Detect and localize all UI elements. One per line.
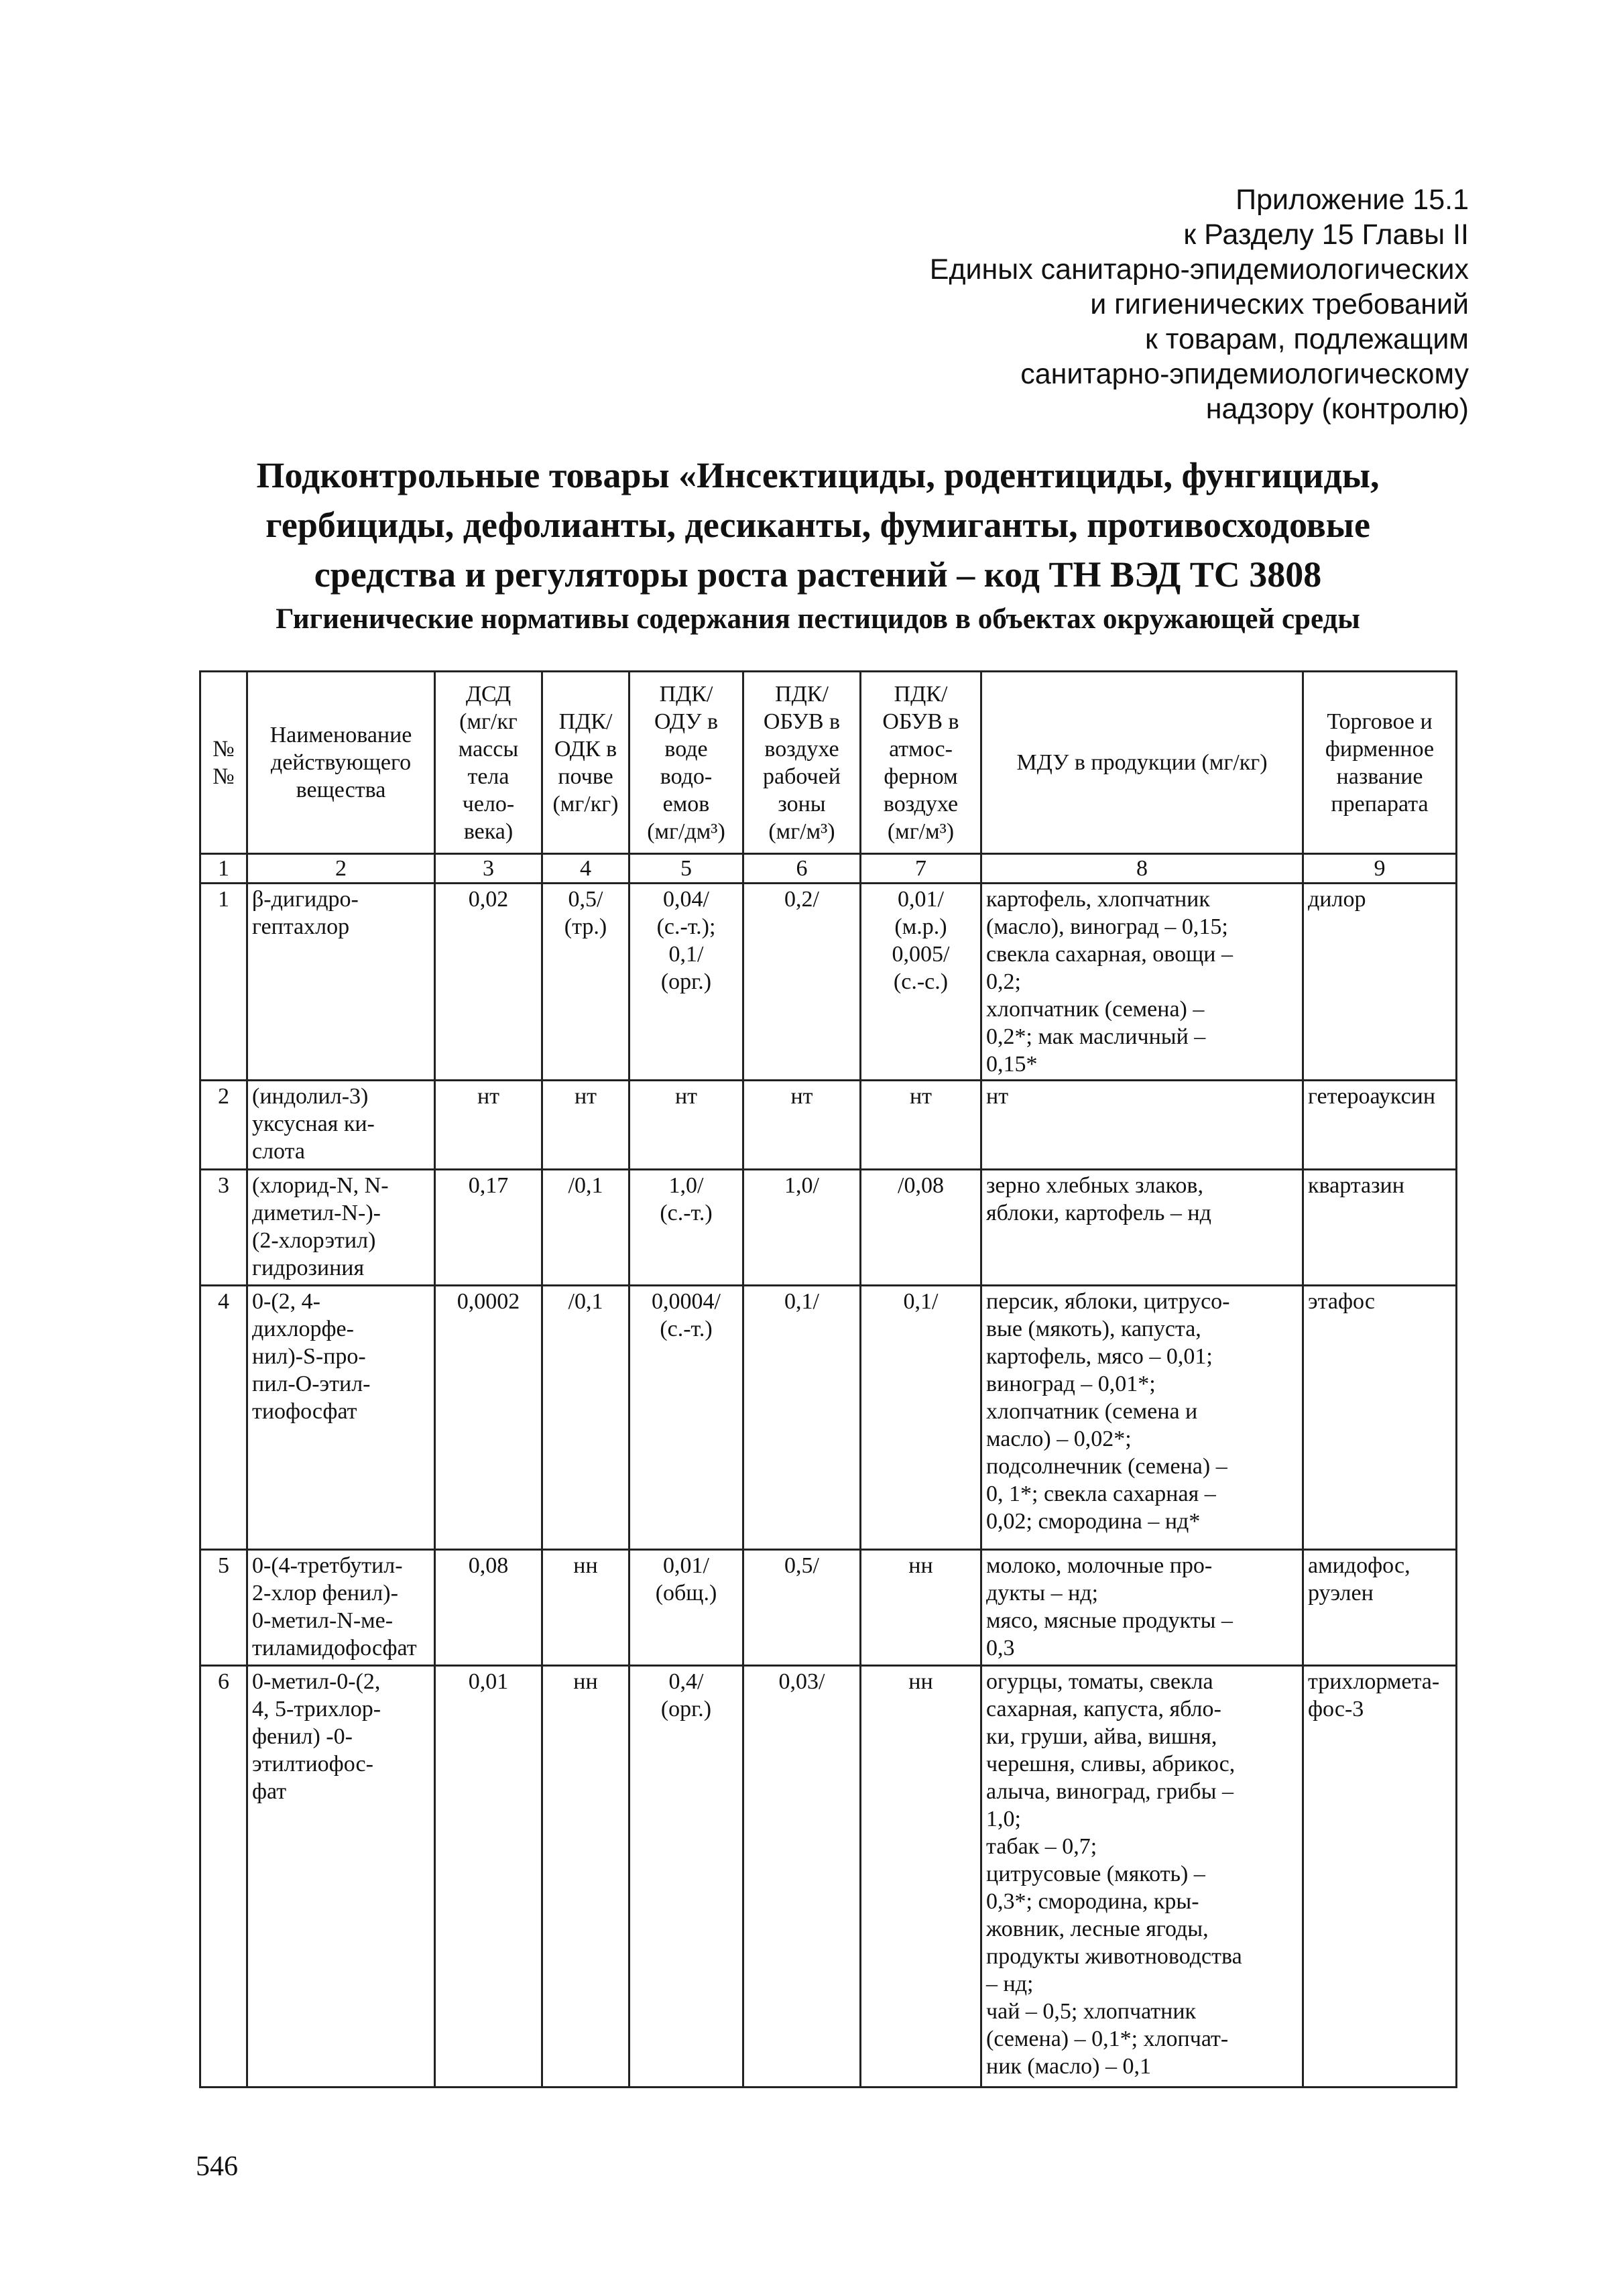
cell-line: картофель, мясо – 0,01; bbox=[986, 1344, 1213, 1369]
cell-line: нн bbox=[573, 1669, 598, 1694]
cell-line: /0,08 bbox=[898, 1173, 944, 1198]
substance-name bbox=[247, 884, 435, 1081]
page-number: 546 bbox=[196, 2151, 238, 2182]
cell-line: жовник, лесные ягоды, bbox=[986, 1917, 1209, 1941]
trade-name bbox=[1303, 1081, 1457, 1170]
cell-line: нн bbox=[573, 1553, 598, 1578]
cell-line: (хлорид-N, N- bbox=[252, 1173, 389, 1198]
cell-line: 0, 1*; свекла сахарная – bbox=[986, 1482, 1216, 1506]
soil-value bbox=[542, 1081, 629, 1170]
cell-line: 0,02; смородина – нд* bbox=[986, 1509, 1201, 1534]
cell-line: ки, груши, айва, вишня, bbox=[986, 1724, 1217, 1749]
cell-line: сахарная, капуста, ябло- bbox=[986, 1697, 1221, 1721]
cell-line: уксусная ки- bbox=[252, 1111, 375, 1136]
water-value bbox=[629, 1170, 743, 1286]
cell-line: ОБУВ в bbox=[763, 709, 841, 734]
trade-name bbox=[1303, 1286, 1457, 1550]
cell-line: 5 bbox=[218, 1553, 229, 1578]
cell-line: (мг/кг) bbox=[552, 791, 619, 817]
table-row bbox=[200, 1666, 1457, 2088]
header-cell bbox=[743, 672, 861, 854]
cell-line: черешня, сливы, абрикос, bbox=[986, 1752, 1236, 1776]
cell-line: хлопчатник (семена) – bbox=[986, 997, 1205, 1022]
water-value bbox=[629, 1081, 743, 1170]
cell-line: пил-О-этил- bbox=[252, 1372, 371, 1396]
cell-line: водо- bbox=[660, 764, 713, 789]
title-line: средства и регуляторы роста растений – код ТН ВЭД ТС 3808 bbox=[314, 554, 1322, 595]
mdu-value bbox=[981, 1550, 1303, 1666]
cell-line: (семена) – 0,1*; хлопчат- bbox=[986, 2027, 1229, 2051]
cell-line: Наименование bbox=[269, 723, 412, 747]
cell-line: (орг.) bbox=[660, 969, 712, 994]
cell-line: дихлорфе- bbox=[252, 1317, 354, 1341]
title-line: Подконтрольные товары «Инсектициды, родентициды, фунгициды, bbox=[256, 455, 1380, 495]
cell-line: виноград – 0,01*; bbox=[986, 1372, 1156, 1396]
column-number: 6 bbox=[743, 854, 861, 884]
cell-line: яблоки, картофель – нд bbox=[986, 1201, 1211, 1225]
atmospheric-air-value bbox=[861, 1666, 981, 2088]
soil-value bbox=[542, 1170, 629, 1286]
cell-line: (орг.) bbox=[660, 1697, 712, 1721]
cell-line: – нд; bbox=[986, 1972, 1034, 1996]
table-row bbox=[200, 1550, 1457, 1666]
header-cell bbox=[1303, 672, 1457, 854]
atmospheric-air-value bbox=[861, 1550, 981, 1666]
cell-line: гидрозиния bbox=[252, 1256, 365, 1280]
cell-line: нт bbox=[574, 1084, 597, 1109]
cell-line: (с.-т.) bbox=[660, 1317, 713, 1341]
column-number: 4 bbox=[542, 854, 629, 884]
cell-line: 0,2/ bbox=[784, 887, 819, 912]
header-cell bbox=[542, 672, 629, 854]
mdu-value bbox=[981, 1286, 1303, 1550]
title-line: гербициды, дефолианты, десиканты, фумиганты, противосходовые bbox=[265, 505, 1370, 545]
cell-line: (мг/кг bbox=[459, 709, 518, 734]
cell-line: воздухе bbox=[883, 791, 959, 817]
water-value bbox=[629, 1286, 743, 1550]
cell-line: 1,0/ bbox=[668, 1173, 704, 1198]
work-air-value bbox=[743, 884, 861, 1081]
cell-line: огурцы, томаты, свекла bbox=[986, 1669, 1213, 1694]
cell-line: (общ.) bbox=[655, 1581, 717, 1606]
mdu-value bbox=[981, 884, 1303, 1081]
cell-line: вые (мякоть), капуста, bbox=[986, 1317, 1201, 1341]
table-body bbox=[200, 884, 1457, 2088]
soil-value bbox=[542, 1286, 629, 1550]
cell-line: ОДК в bbox=[554, 736, 617, 762]
cell-line: действующего bbox=[270, 750, 412, 775]
cell-line: 0,03/ bbox=[778, 1669, 825, 1694]
water-value bbox=[629, 1666, 743, 2088]
appendix-line: надзору (контролю) bbox=[1205, 393, 1469, 425]
cell-line: нил)-S-про- bbox=[252, 1344, 366, 1369]
cell-line: (индолил-3) bbox=[252, 1084, 369, 1109]
cell-line: (2-хлорэтил) bbox=[252, 1228, 376, 1253]
column-number-row bbox=[200, 854, 1457, 884]
cell-line: 0,4/ bbox=[668, 1669, 704, 1694]
cell-line: 2 bbox=[218, 1084, 229, 1109]
cell-line: картофель, хлопчатник bbox=[986, 887, 1210, 912]
document-title bbox=[168, 450, 1468, 599]
cell-line: масло) – 0,02*; bbox=[986, 1427, 1132, 1451]
cell-line: 0,5/ bbox=[784, 1553, 819, 1578]
cell-line: 0,1/ bbox=[668, 942, 704, 967]
cell-line: 0,0002 bbox=[457, 1289, 520, 1314]
cell-line: фенил) -0- bbox=[252, 1724, 353, 1749]
header-cell bbox=[981, 672, 1303, 854]
substance-name bbox=[247, 1170, 435, 1286]
header-cell bbox=[247, 672, 435, 854]
atmospheric-air-value bbox=[861, 1081, 981, 1170]
substance-name bbox=[247, 1081, 435, 1170]
cell-line: 0,15* bbox=[986, 1052, 1038, 1077]
table-row bbox=[200, 884, 1457, 1081]
cell-line: 0-(2, 4- bbox=[252, 1289, 320, 1314]
cell-line: атмос- bbox=[889, 736, 953, 762]
cell-line: зерно хлебных злаков, bbox=[986, 1173, 1203, 1198]
cell-line: почве bbox=[558, 764, 613, 789]
work-air-value bbox=[743, 1550, 861, 1666]
cell-line: ОДУ в bbox=[654, 709, 719, 734]
cell-line: чай – 0,5; хлопчатник bbox=[986, 1999, 1197, 2024]
cell-line: трихлормета- bbox=[1308, 1669, 1440, 1694]
cell-line: 0,2*; мак масличный – bbox=[986, 1024, 1206, 1049]
cell-line: нн bbox=[908, 1553, 933, 1578]
cell-line: ник (масло) – 0,1 bbox=[986, 2054, 1151, 2079]
cell-line: воздухе bbox=[764, 736, 839, 762]
water-value bbox=[629, 1550, 743, 1666]
cell-line: хлопчатник (семена и bbox=[986, 1399, 1198, 1424]
cell-line: гетероауксин bbox=[1308, 1084, 1436, 1109]
soil-value bbox=[542, 1550, 629, 1666]
appendix-line: к Разделу 15 Главы II bbox=[1183, 219, 1469, 251]
cell-line: 1,0/ bbox=[784, 1173, 819, 1198]
cell-line: 0,1/ bbox=[903, 1289, 939, 1314]
appendix-line: Единых санитарно-эпидемиологических bbox=[929, 253, 1469, 286]
cell-line: цитрусовые (мякоть) – bbox=[986, 1862, 1205, 1886]
column-number: 9 bbox=[1303, 854, 1457, 884]
cell-line: (с.-т.) bbox=[660, 1201, 713, 1225]
row-number bbox=[200, 1170, 247, 1286]
cell-line: /0,1 bbox=[568, 1289, 603, 1314]
cell-line: ПДК/ bbox=[558, 709, 613, 734]
cell-line: подсолнечник (семена) – bbox=[986, 1454, 1227, 1479]
cell-line: нт bbox=[674, 1084, 698, 1109]
cell-line: название bbox=[1336, 764, 1423, 789]
cell-line: массы bbox=[458, 736, 519, 762]
dsd-value bbox=[435, 1286, 542, 1550]
cell-line: тиламидофосфат bbox=[252, 1636, 417, 1660]
work-air-value bbox=[743, 1170, 861, 1286]
cell-line: (с.-т.); bbox=[656, 914, 716, 939]
row-number bbox=[200, 1666, 247, 2088]
dsd-value bbox=[435, 1666, 542, 2088]
column-number: 5 bbox=[629, 854, 743, 884]
cell-line: дилор bbox=[1308, 887, 1366, 912]
work-air-value bbox=[743, 1286, 861, 1550]
cell-line: ПДК/ bbox=[775, 681, 829, 707]
row-number bbox=[200, 1081, 247, 1170]
cell-line: 0,0004/ bbox=[652, 1289, 721, 1314]
column-number: 1 bbox=[200, 854, 247, 884]
header-cell bbox=[435, 672, 542, 854]
cell-line: 0,005/ bbox=[892, 942, 950, 967]
cell-line: нт bbox=[986, 1084, 1009, 1109]
appendix-line: санитарно-эпидемиологическому bbox=[1020, 358, 1469, 390]
cell-line: рабочей bbox=[763, 764, 841, 789]
cell-line: нт bbox=[790, 1084, 813, 1109]
substance-name bbox=[247, 1666, 435, 2088]
cell-line: (мг/м³) bbox=[887, 819, 955, 844]
document-subtitle: Гигиенические нормативы содержания пестицидов в объектах окружающей среды bbox=[276, 603, 1360, 635]
cell-line: ДСД bbox=[465, 681, 512, 707]
column-number: 2 bbox=[247, 854, 435, 884]
column-number: 8 bbox=[981, 854, 1303, 884]
cell-line: зоны bbox=[778, 791, 826, 817]
cell-line: табак – 0,7; bbox=[986, 1834, 1097, 1859]
cell-line: (с.-с.) bbox=[893, 969, 949, 994]
cell-line: (масло), виноград – 0,15; bbox=[986, 914, 1228, 939]
appendix-line: Приложение 15.1 bbox=[1236, 184, 1469, 216]
trade-name bbox=[1303, 1666, 1457, 2088]
cell-line: 2-хлор фенил)- bbox=[252, 1581, 398, 1606]
cell-line: β-дигидро- bbox=[252, 887, 359, 912]
cell-line: 1,0; bbox=[986, 1807, 1021, 1831]
cell-line: 1 bbox=[218, 887, 229, 912]
cell-line: 0,08 bbox=[468, 1553, 509, 1578]
cell-line: /0,1 bbox=[568, 1173, 603, 1198]
cell-line: нт bbox=[477, 1084, 500, 1109]
cell-line: 0-метил-0-(2, bbox=[252, 1669, 381, 1694]
cell-line: 3 bbox=[218, 1173, 229, 1198]
cell-line: 0,3*; смородина, кры- bbox=[986, 1889, 1199, 1914]
atmospheric-air-value bbox=[861, 1286, 981, 1550]
header-cell bbox=[200, 672, 247, 854]
cell-line: фирменное bbox=[1325, 736, 1435, 762]
cell-line: 0,1/ bbox=[784, 1289, 819, 1314]
cell-line: 4, 5-трихлор- bbox=[252, 1697, 381, 1721]
cell-line: (м.р.) bbox=[894, 914, 947, 939]
column-number: 7 bbox=[861, 854, 981, 884]
cell-line: (мг/дм³) bbox=[647, 819, 725, 844]
cell-line: 0,01/ bbox=[663, 1553, 709, 1578]
appendix-header bbox=[930, 182, 1469, 426]
trade-name bbox=[1303, 1550, 1457, 1666]
cell-line: дукты – нд; bbox=[986, 1581, 1099, 1606]
cell-line: персик, яблоки, цитрусо- bbox=[986, 1289, 1230, 1314]
cell-line: свекла сахарная, овощи – bbox=[986, 942, 1233, 967]
mdu-value bbox=[981, 1170, 1303, 1286]
cell-line: слота bbox=[252, 1139, 305, 1164]
cell-line: гептахлор bbox=[252, 914, 350, 939]
cell-line: 0,5/ bbox=[568, 887, 603, 912]
cell-line: молоко, молочные про- bbox=[986, 1553, 1213, 1578]
table-row bbox=[200, 1170, 1457, 1286]
cell-line: МДУ в продукции (мг/кг) bbox=[1016, 750, 1268, 775]
cell-line: фос-3 bbox=[1308, 1697, 1364, 1721]
cell-line: тиофосфат bbox=[252, 1399, 357, 1424]
cell-line: № bbox=[213, 764, 235, 789]
atmospheric-air-value bbox=[861, 884, 981, 1081]
cell-line: 0-метил-N-ме- bbox=[252, 1608, 394, 1633]
water-value bbox=[629, 884, 743, 1081]
table-row bbox=[200, 1081, 1457, 1170]
cell-line: 0,17 bbox=[468, 1173, 509, 1198]
cell-line: алыча, виноград, грибы – bbox=[986, 1779, 1234, 1804]
cell-line: 0,3 bbox=[986, 1636, 1015, 1660]
column-number: 3 bbox=[435, 854, 542, 884]
cell-line: фат bbox=[252, 1779, 287, 1804]
table-row bbox=[200, 1286, 1457, 1550]
cell-line: (тр.) bbox=[564, 914, 607, 939]
dsd-value bbox=[435, 1170, 542, 1286]
cell-line: воде bbox=[664, 736, 708, 762]
cell-line: руэлен bbox=[1308, 1581, 1374, 1606]
soil-value bbox=[542, 1666, 629, 2088]
row-number bbox=[200, 884, 247, 1081]
substance-name bbox=[247, 1286, 435, 1550]
mdu-value bbox=[981, 1666, 1303, 2088]
cell-line: продукты животноводства bbox=[986, 1944, 1242, 1969]
cell-line: этилтиофос- bbox=[252, 1752, 373, 1776]
cell-line: вещества bbox=[296, 778, 386, 802]
dsd-value bbox=[435, 1081, 542, 1170]
atmospheric-air-value bbox=[861, 1170, 981, 1286]
dsd-value bbox=[435, 1550, 542, 1666]
pesticide-norms-table bbox=[199, 670, 1457, 2088]
cell-line: мясо, мясные продукты – bbox=[986, 1608, 1233, 1633]
cell-line: 0,01/ bbox=[898, 887, 944, 912]
cell-line: емов bbox=[662, 791, 710, 817]
trade-name bbox=[1303, 1170, 1457, 1286]
cell-line: нн bbox=[908, 1669, 933, 1694]
cell-line: ПДК/ bbox=[659, 681, 713, 707]
cell-line: квартазин bbox=[1308, 1173, 1404, 1198]
cell-line: (мг/м³) bbox=[768, 819, 835, 844]
cell-line: диметил-N-)- bbox=[252, 1201, 381, 1225]
cell-line: 0,04/ bbox=[663, 887, 709, 912]
mdu-value bbox=[981, 1081, 1303, 1170]
header-cell bbox=[861, 672, 981, 854]
cell-line: Торговое и bbox=[1327, 709, 1433, 734]
cell-line: препарата bbox=[1331, 791, 1429, 817]
appendix-line: и гигиенических требований bbox=[1090, 288, 1469, 320]
appendix-line: к товарам, подлежащим bbox=[1145, 323, 1469, 355]
cell-line: века) bbox=[463, 819, 514, 844]
cell-line: амидофос, bbox=[1308, 1553, 1410, 1578]
cell-line: 0-(4-третбутил- bbox=[252, 1553, 403, 1578]
table-header-row bbox=[200, 672, 1457, 854]
soil-value bbox=[542, 884, 629, 1081]
cell-line: ПДК/ bbox=[894, 681, 948, 707]
cell-line: ферном bbox=[884, 764, 958, 789]
cell-line: тела bbox=[467, 764, 509, 789]
row-number bbox=[200, 1286, 247, 1550]
substance-name bbox=[247, 1550, 435, 1666]
work-air-value bbox=[743, 1081, 861, 1170]
header-cell bbox=[629, 672, 743, 854]
cell-line: 0,2; bbox=[986, 969, 1021, 994]
trade-name bbox=[1303, 884, 1457, 1081]
cell-line: 6 bbox=[218, 1669, 229, 1694]
cell-line: нт bbox=[909, 1084, 933, 1109]
cell-line: 0,01 bbox=[468, 1669, 509, 1694]
cell-line: 4 bbox=[218, 1289, 229, 1314]
cell-line: 0,02 bbox=[468, 887, 509, 912]
work-air-value bbox=[743, 1666, 861, 2088]
dsd-value bbox=[435, 884, 542, 1081]
cell-line: этафос bbox=[1308, 1289, 1375, 1314]
cell-line: чело- bbox=[462, 791, 515, 817]
cell-line: № bbox=[213, 736, 235, 762]
cell-line: ОБУВ в bbox=[882, 709, 959, 734]
row-number bbox=[200, 1550, 247, 1666]
